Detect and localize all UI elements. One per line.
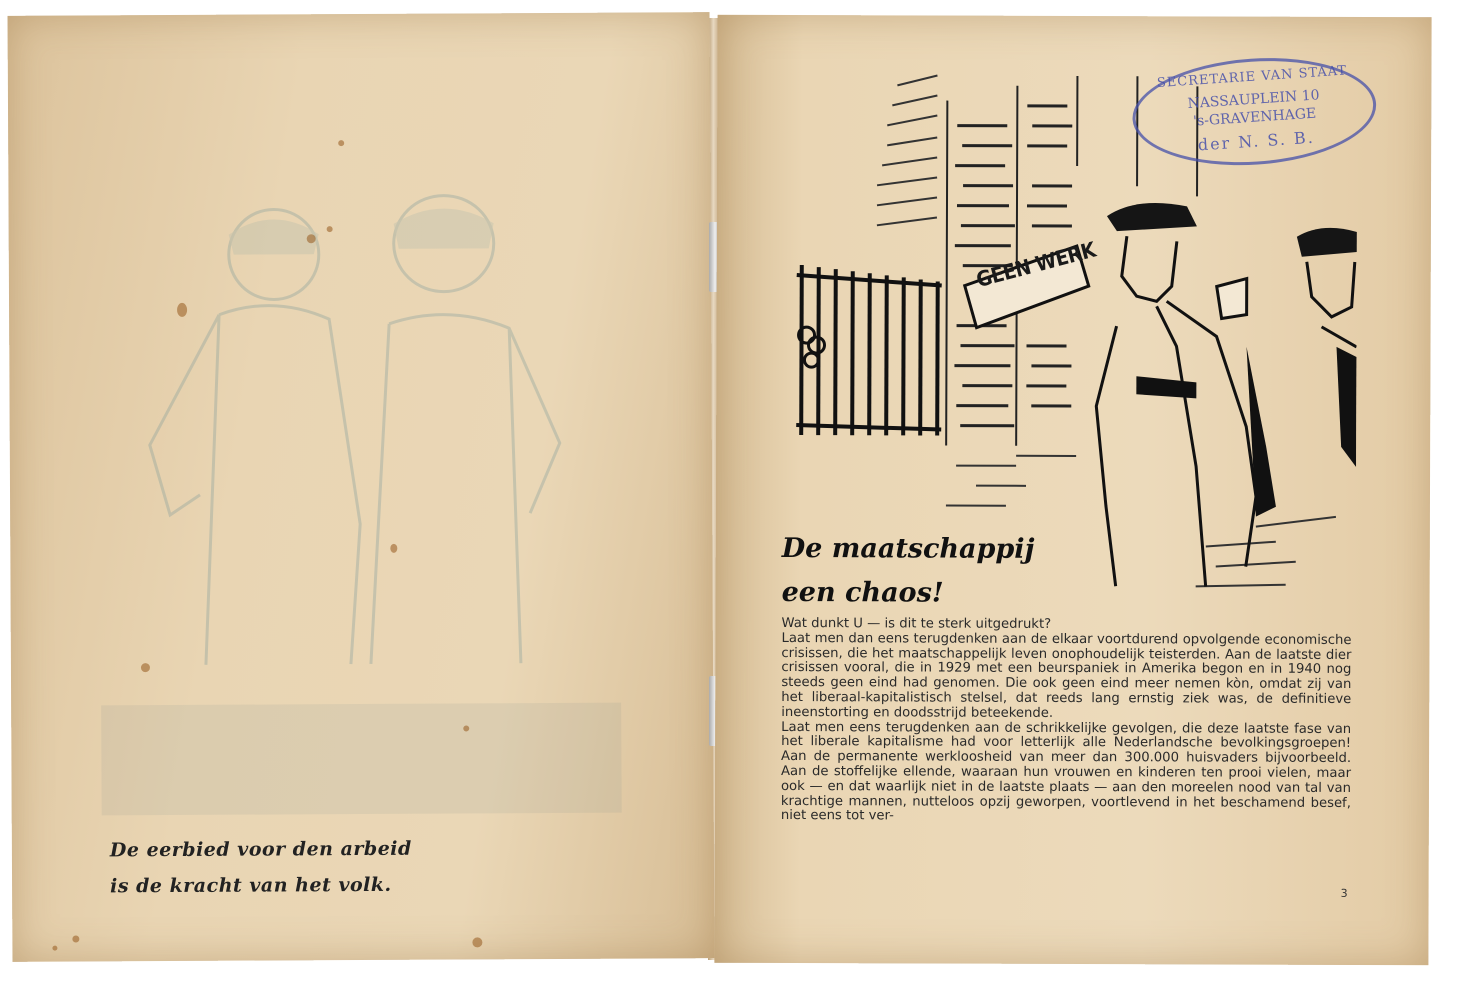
paragraph: Wat dunkt U — is dit te sterk uitgedrukt?	[781, 615, 1052, 632]
foxing-spot	[463, 725, 469, 731]
title-line-2: een chaos!	[781, 576, 944, 609]
paragraph: Laat men dan eens terugdenken aan de elkaar voortdurend opvolgende economische crisissen, die het maatschappelijk leven onophoudelijk teisterden. Aan de laatste dier crisissen vooral, die in 1929 met een beurspaniek in Amerika begon en in 1940 nog steeds geen eind had genomen. Die ook geen eind meer nemen kòn, omdat zij van het liberaal-kapitalistisch stelsel, dat reeds lang ernstig ziek was, de definitieve ineenstorting en doodsstrijd beteekende.	[781, 630, 1352, 721]
show-through-text-block	[101, 703, 622, 816]
chapter-title	[782, 527, 1035, 616]
stamp-line-4: der N. S. B.	[1197, 127, 1316, 155]
foxing-spot	[52, 946, 57, 951]
left-page	[8, 12, 715, 962]
right-page	[714, 15, 1431, 965]
paragraph: Laat men eens terugdenken aan de schrikkelijke gevolgen, die deze laatste fase van het liberale kapitalisme had voor letterlijk alle Nederlandsche bevolkingsgroepen! Aan de permanente werkloosheid van meer dan 300.000 huisvaders bijvoorbeeld. Aan de stoffelijke ellende, waaraan hun vrouwen en kinderen ten prooi vielen, maar ook — en dat waarlijk niet in de laatste plaats — aan den moreelen nood van tal van krachtige mannen, nutteloos opzij geworpen, voortlevend in het beschamend besef, niet eens tot ver-	[780, 719, 1352, 824]
title-line-1: De maatschappij	[781, 532, 1035, 565]
foxing-spot	[338, 140, 344, 146]
foxing-spot	[72, 935, 79, 942]
page-number: 3	[1340, 886, 1348, 900]
foxing-spot	[472, 937, 482, 947]
geen-werk-sign: GEEN WERK	[973, 237, 1098, 293]
foxing-spot	[307, 234, 316, 243]
caption-line-1: De eerbied voor den arbeid	[109, 837, 412, 862]
caption-line-2: is de kracht van het volk.	[110, 873, 392, 898]
foxing-spot	[177, 303, 187, 317]
left-page-caption	[110, 831, 440, 905]
body-text	[781, 617, 1352, 826]
foxing-spot	[141, 663, 150, 672]
show-through-illustration	[88, 193, 611, 676]
stamp-line-3: 's-GRAVENHAGE	[1192, 105, 1317, 130]
stamp-line-1: SECRETARIE VAN STAAT	[1156, 63, 1348, 92]
stamp-line-2: NASSAUPLEIN 10	[1187, 87, 1321, 113]
foxing-spot	[390, 544, 397, 553]
foxing-spot	[327, 226, 333, 232]
